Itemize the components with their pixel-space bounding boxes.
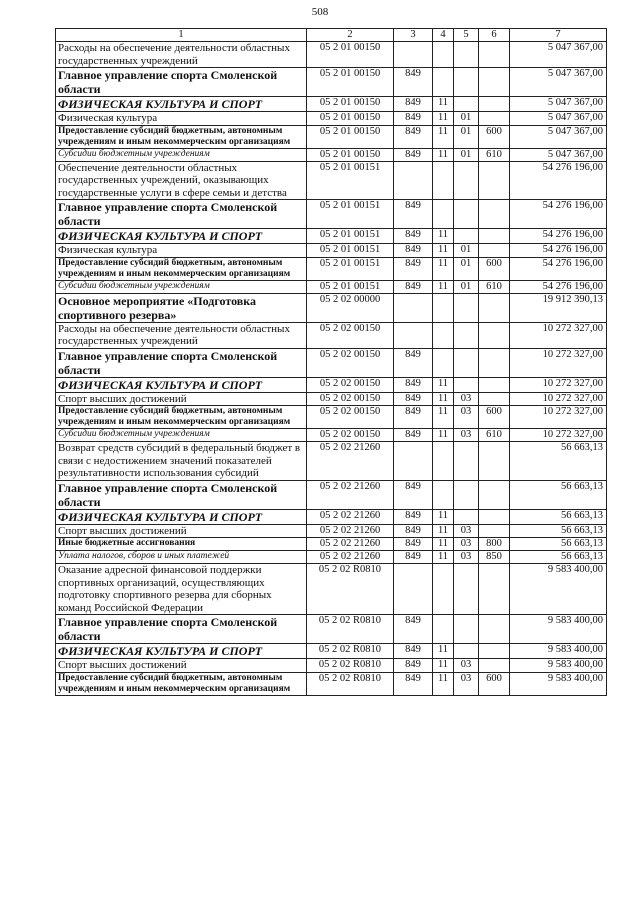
row-subsection-code xyxy=(454,509,479,524)
row-name: Субсидии бюджетным учреждениям xyxy=(56,280,307,293)
row-section-code xyxy=(433,322,454,348)
row-subsection-code: 01 xyxy=(454,280,479,293)
row-department-code: 849 xyxy=(394,509,433,524)
row-amount: 9 583 400,00 xyxy=(510,672,607,695)
row-section-code: 11 xyxy=(433,524,454,538)
row-section-code xyxy=(433,161,454,200)
row-amount: 54 276 196,00 xyxy=(510,280,607,293)
table-row xyxy=(56,125,607,148)
table-row xyxy=(56,509,607,524)
row-department-code: 849 xyxy=(394,244,433,258)
row-expense-type-code: 610 xyxy=(479,148,510,161)
column-header-5: 5 xyxy=(454,29,479,42)
row-name: Спорт высших достижений xyxy=(56,524,307,538)
row-amount: 19 912 390,13 xyxy=(510,293,607,322)
row-target-code: 05 2 02 R0810 xyxy=(307,564,394,615)
row-subsection-code: 03 xyxy=(454,524,479,538)
row-amount: 9 583 400,00 xyxy=(510,644,607,659)
row-expense-type-code xyxy=(479,615,510,644)
row-department-code: 849 xyxy=(394,200,433,229)
row-subsection-code xyxy=(454,97,479,112)
row-subsection-code xyxy=(454,615,479,644)
row-target-code: 05 2 01 00151 xyxy=(307,161,394,200)
row-section-code xyxy=(433,348,454,377)
row-department-code: 849 xyxy=(394,429,433,442)
row-expense-type-code xyxy=(479,524,510,538)
column-header-4: 4 xyxy=(433,29,454,42)
row-subsection-code xyxy=(454,480,479,509)
row-expense-type-code xyxy=(479,442,510,481)
row-amount: 56 663,13 xyxy=(510,551,607,564)
row-target-code: 05 2 02 21260 xyxy=(307,480,394,509)
row-department-code: 849 xyxy=(394,148,433,161)
table-row xyxy=(56,42,607,68)
row-name: Спорт высших достижений xyxy=(56,659,307,673)
table-row xyxy=(56,244,607,258)
row-section-code: 11 xyxy=(433,538,454,551)
row-subsection-code xyxy=(454,229,479,244)
table-row xyxy=(56,480,607,509)
row-department-code: 849 xyxy=(394,615,433,644)
row-subsection-code xyxy=(454,68,479,97)
row-subsection-code: 03 xyxy=(454,429,479,442)
row-name: Главное управление спорта Смоленской области xyxy=(56,615,307,644)
row-amount: 54 276 196,00 xyxy=(510,229,607,244)
row-name: Предоставление субсидий бюджетным, автономным учреждениям и иным некоммерческим организациям xyxy=(56,125,307,148)
row-department-code: 849 xyxy=(394,97,433,112)
row-section-code xyxy=(433,68,454,97)
row-section-code xyxy=(433,42,454,68)
row-subsection-code: 03 xyxy=(454,672,479,695)
row-subsection-code: 01 xyxy=(454,257,479,280)
row-name: ФИЗИЧЕСКАЯ КУЛЬТУРА И СПОРТ xyxy=(56,509,307,524)
row-department-code: 849 xyxy=(394,480,433,509)
row-expense-type-code xyxy=(479,293,510,322)
row-expense-type-code xyxy=(479,161,510,200)
row-expense-type-code xyxy=(479,200,510,229)
row-department-code xyxy=(394,442,433,481)
row-amount: 10 272 327,00 xyxy=(510,429,607,442)
row-name: Уплата налогов, сборов и иных платежей xyxy=(56,551,307,564)
row-name: Главное управление спорта Смоленской области xyxy=(56,68,307,97)
row-expense-type-code: 610 xyxy=(479,280,510,293)
row-expense-type-code xyxy=(479,659,510,673)
table-row xyxy=(56,564,607,615)
row-amount: 56 663,13 xyxy=(510,442,607,481)
row-amount: 5 047 367,00 xyxy=(510,68,607,97)
row-target-code: 05 2 01 00151 xyxy=(307,244,394,258)
row-target-code: 05 2 01 00151 xyxy=(307,200,394,229)
row-subsection-code: 03 xyxy=(454,538,479,551)
row-name: Субсидии бюджетным учреждениям xyxy=(56,148,307,161)
column-header-2: 2 xyxy=(307,29,394,42)
row-name: ФИЗИЧЕСКАЯ КУЛЬТУРА И СПОРТ xyxy=(56,229,307,244)
row-name: ФИЗИЧЕСКАЯ КУЛЬТУРА И СПОРТ xyxy=(56,644,307,659)
row-name: Предоставление субсидий бюджетным, автономным учреждениям и иным некоммерческим организациям xyxy=(56,406,307,429)
row-department-code: 849 xyxy=(394,377,433,392)
row-name: Основное мероприятие «Подготовка спортивного резерва» xyxy=(56,293,307,322)
row-name: Главное управление спорта Смоленской области xyxy=(56,200,307,229)
row-name: Главное управление спорта Смоленской области xyxy=(56,480,307,509)
row-section-code xyxy=(433,442,454,481)
budget-table xyxy=(55,28,607,696)
row-section-code: 11 xyxy=(433,244,454,258)
row-amount: 54 276 196,00 xyxy=(510,257,607,280)
row-department-code: 849 xyxy=(394,659,433,673)
row-target-code: 05 2 02 00150 xyxy=(307,377,394,392)
row-department-code: 849 xyxy=(394,551,433,564)
row-name: Физическая культура xyxy=(56,244,307,258)
table-body xyxy=(56,42,607,696)
row-expense-type-code: 850 xyxy=(479,551,510,564)
row-section-code: 11 xyxy=(433,280,454,293)
row-department-code: 849 xyxy=(394,672,433,695)
row-department-code: 849 xyxy=(394,644,433,659)
row-target-code: 05 2 01 00151 xyxy=(307,257,394,280)
row-subsection-code xyxy=(454,377,479,392)
table-row xyxy=(56,551,607,564)
row-name: Расходы на обеспечение деятельности областных государственных учреждений xyxy=(56,322,307,348)
row-expense-type-code xyxy=(479,509,510,524)
row-amount: 10 272 327,00 xyxy=(510,348,607,377)
page-number: 508 xyxy=(311,6,329,18)
row-section-code: 11 xyxy=(433,429,454,442)
row-amount: 5 047 367,00 xyxy=(510,125,607,148)
row-expense-type-code xyxy=(479,322,510,348)
table-row xyxy=(56,538,607,551)
row-name: Возврат средств субсидий в федеральный бюджет в связи с недостижением значений показателей результативности использования субсидий xyxy=(56,442,307,481)
row-target-code: 05 2 02 R0810 xyxy=(307,659,394,673)
table-row xyxy=(56,406,607,429)
table-row xyxy=(56,348,607,377)
row-expense-type-code xyxy=(479,42,510,68)
row-target-code: 05 2 02 00000 xyxy=(307,293,394,322)
row-department-code xyxy=(394,42,433,68)
row-target-code: 05 2 01 00151 xyxy=(307,280,394,293)
table-row xyxy=(56,644,607,659)
row-section-code xyxy=(433,293,454,322)
row-target-code: 05 2 02 00150 xyxy=(307,392,394,406)
table-row xyxy=(56,257,607,280)
row-subsection-code xyxy=(454,42,479,68)
row-subsection-code: 03 xyxy=(454,392,479,406)
row-name: Главное управление спорта Смоленской области xyxy=(56,348,307,377)
row-amount: 56 663,13 xyxy=(510,538,607,551)
row-section-code: 11 xyxy=(433,551,454,564)
table-row xyxy=(56,377,607,392)
table-row xyxy=(56,659,607,673)
row-name: Предоставление субсидий бюджетным, автономным учреждениям и иным некоммерческим организациям xyxy=(56,672,307,695)
row-department-code xyxy=(394,161,433,200)
row-amount: 10 272 327,00 xyxy=(510,322,607,348)
row-expense-type-code xyxy=(479,644,510,659)
row-subsection-code xyxy=(454,348,479,377)
row-subsection-code: 03 xyxy=(454,551,479,564)
table-row xyxy=(56,392,607,406)
row-expense-type-code xyxy=(479,377,510,392)
row-subsection-code: 01 xyxy=(454,244,479,258)
row-amount: 5 047 367,00 xyxy=(510,97,607,112)
table-row xyxy=(56,672,607,695)
table-row xyxy=(56,280,607,293)
row-target-code: 05 2 01 00150 xyxy=(307,125,394,148)
row-section-code: 11 xyxy=(433,257,454,280)
column-header-6: 6 xyxy=(479,29,510,42)
row-subsection-code: 03 xyxy=(454,659,479,673)
row-section-code: 11 xyxy=(433,97,454,112)
row-target-code: 05 2 01 00150 xyxy=(307,68,394,97)
row-subsection-code xyxy=(454,200,479,229)
row-expense-type-code: 600 xyxy=(479,125,510,148)
row-target-code: 05 2 02 21260 xyxy=(307,551,394,564)
row-department-code: 849 xyxy=(394,348,433,377)
row-section-code: 11 xyxy=(433,672,454,695)
row-target-code: 05 2 02 R0810 xyxy=(307,615,394,644)
row-section-code: 11 xyxy=(433,148,454,161)
table-row xyxy=(56,229,607,244)
row-department-code: 849 xyxy=(394,112,433,126)
row-expense-type-code xyxy=(479,97,510,112)
row-target-code: 05 2 02 00150 xyxy=(307,348,394,377)
row-target-code: 05 2 02 00150 xyxy=(307,322,394,348)
row-target-code: 05 2 02 21260 xyxy=(307,538,394,551)
row-section-code: 11 xyxy=(433,229,454,244)
row-name: Предоставление субсидий бюджетным, автономным учреждениям и иным некоммерческим организациям xyxy=(56,257,307,280)
row-subsection-code xyxy=(454,161,479,200)
column-header-3: 3 xyxy=(394,29,433,42)
table-row xyxy=(56,200,607,229)
row-department-code xyxy=(394,564,433,615)
table-row xyxy=(56,615,607,644)
row-subsection-code xyxy=(454,322,479,348)
row-target-code: 05 2 02 21260 xyxy=(307,509,394,524)
row-department-code xyxy=(394,322,433,348)
row-subsection-code xyxy=(454,293,479,322)
row-expense-type-code xyxy=(479,348,510,377)
row-amount: 9 583 400,00 xyxy=(510,564,607,615)
table-row xyxy=(56,148,607,161)
row-amount: 54 276 196,00 xyxy=(510,161,607,200)
row-department-code: 849 xyxy=(394,538,433,551)
row-department-code: 849 xyxy=(394,524,433,538)
table-row xyxy=(56,97,607,112)
row-subsection-code xyxy=(454,564,479,615)
table-row xyxy=(56,293,607,322)
row-expense-type-code: 610 xyxy=(479,429,510,442)
row-section-code: 11 xyxy=(433,659,454,673)
row-section-code xyxy=(433,200,454,229)
row-department-code: 849 xyxy=(394,392,433,406)
row-amount: 54 276 196,00 xyxy=(510,244,607,258)
row-target-code: 05 2 02 21260 xyxy=(307,524,394,538)
row-subsection-code: 01 xyxy=(454,148,479,161)
row-amount: 56 663,13 xyxy=(510,524,607,538)
row-expense-type-code xyxy=(479,68,510,97)
row-name: Субсидии бюджетным учреждениям xyxy=(56,429,307,442)
row-amount: 10 272 327,00 xyxy=(510,377,607,392)
row-target-code: 05 2 02 R0810 xyxy=(307,672,394,695)
row-expense-type-code xyxy=(479,564,510,615)
row-amount: 5 047 367,00 xyxy=(510,112,607,126)
row-amount: 56 663,13 xyxy=(510,480,607,509)
column-header-1: 1 xyxy=(56,29,307,42)
row-target-code: 05 2 02 00150 xyxy=(307,429,394,442)
row-name: Иные бюджетные ассигнования xyxy=(56,538,307,551)
row-target-code: 05 2 01 00151 xyxy=(307,229,394,244)
column-header-7: 7 xyxy=(510,29,607,42)
header-row xyxy=(56,29,607,42)
row-target-code: 05 2 02 R0810 xyxy=(307,644,394,659)
row-section-code xyxy=(433,480,454,509)
row-expense-type-code: 600 xyxy=(479,406,510,429)
row-section-code: 11 xyxy=(433,125,454,148)
row-department-code: 849 xyxy=(394,280,433,293)
row-department-code: 849 xyxy=(394,257,433,280)
row-subsection-code: 03 xyxy=(454,406,479,429)
row-target-code: 05 2 01 00150 xyxy=(307,42,394,68)
row-target-code: 05 2 01 00150 xyxy=(307,148,394,161)
row-name: ФИЗИЧЕСКАЯ КУЛЬТУРА И СПОРТ xyxy=(56,97,307,112)
table-row xyxy=(56,322,607,348)
row-expense-type-code: 600 xyxy=(479,672,510,695)
row-subsection-code xyxy=(454,442,479,481)
row-subsection-code: 01 xyxy=(454,112,479,126)
row-amount: 5 047 367,00 xyxy=(510,148,607,161)
row-department-code: 849 xyxy=(394,125,433,148)
table-row xyxy=(56,161,607,200)
table-row xyxy=(56,112,607,126)
row-subsection-code xyxy=(454,644,479,659)
row-department-code: 849 xyxy=(394,229,433,244)
row-target-code: 05 2 01 00150 xyxy=(307,112,394,126)
row-target-code: 05 2 02 21260 xyxy=(307,442,394,481)
row-section-code xyxy=(433,615,454,644)
table-row xyxy=(56,442,607,481)
row-section-code: 11 xyxy=(433,377,454,392)
row-section-code: 11 xyxy=(433,509,454,524)
row-section-code: 11 xyxy=(433,392,454,406)
row-name: Расходы на обеспечение деятельности областных государственных учреждений xyxy=(56,42,307,68)
row-expense-type-code xyxy=(479,392,510,406)
row-expense-type-code xyxy=(479,244,510,258)
table-row xyxy=(56,524,607,538)
row-expense-type-code: 800 xyxy=(479,538,510,551)
row-subsection-code: 01 xyxy=(454,125,479,148)
row-name: Обеспечение деятельности областных государственных учреждений, оказывающих государственные услуги в сфере семьи и детства xyxy=(56,161,307,200)
row-department-code: 849 xyxy=(394,406,433,429)
row-amount: 54 276 196,00 xyxy=(510,200,607,229)
row-section-code: 11 xyxy=(433,406,454,429)
table-row xyxy=(56,68,607,97)
row-name: Физическая культура xyxy=(56,112,307,126)
row-amount: 56 663,13 xyxy=(510,509,607,524)
row-amount: 9 583 400,00 xyxy=(510,615,607,644)
row-name: ФИЗИЧЕСКАЯ КУЛЬТУРА И СПОРТ xyxy=(56,377,307,392)
row-expense-type-code xyxy=(479,229,510,244)
row-name: Оказание адресной финансовой поддержки спортивных организаций, осуществляющих подготовку спортивного резерва для сборных команд Российской Федерации xyxy=(56,564,307,615)
row-amount: 5 047 367,00 xyxy=(510,42,607,68)
row-amount: 10 272 327,00 xyxy=(510,392,607,406)
row-amount: 10 272 327,00 xyxy=(510,406,607,429)
table-row xyxy=(56,429,607,442)
row-department-code xyxy=(394,293,433,322)
row-department-code: 849 xyxy=(394,68,433,97)
row-expense-type-code xyxy=(479,112,510,126)
row-section-code: 11 xyxy=(433,112,454,126)
row-target-code: 05 2 01 00150 xyxy=(307,97,394,112)
row-section-code xyxy=(433,564,454,615)
row-section-code: 11 xyxy=(433,644,454,659)
row-expense-type-code xyxy=(479,480,510,509)
row-name: Спорт высших достижений xyxy=(56,392,307,406)
row-expense-type-code: 600 xyxy=(479,257,510,280)
row-target-code: 05 2 02 00150 xyxy=(307,406,394,429)
row-amount: 9 583 400,00 xyxy=(510,659,607,673)
